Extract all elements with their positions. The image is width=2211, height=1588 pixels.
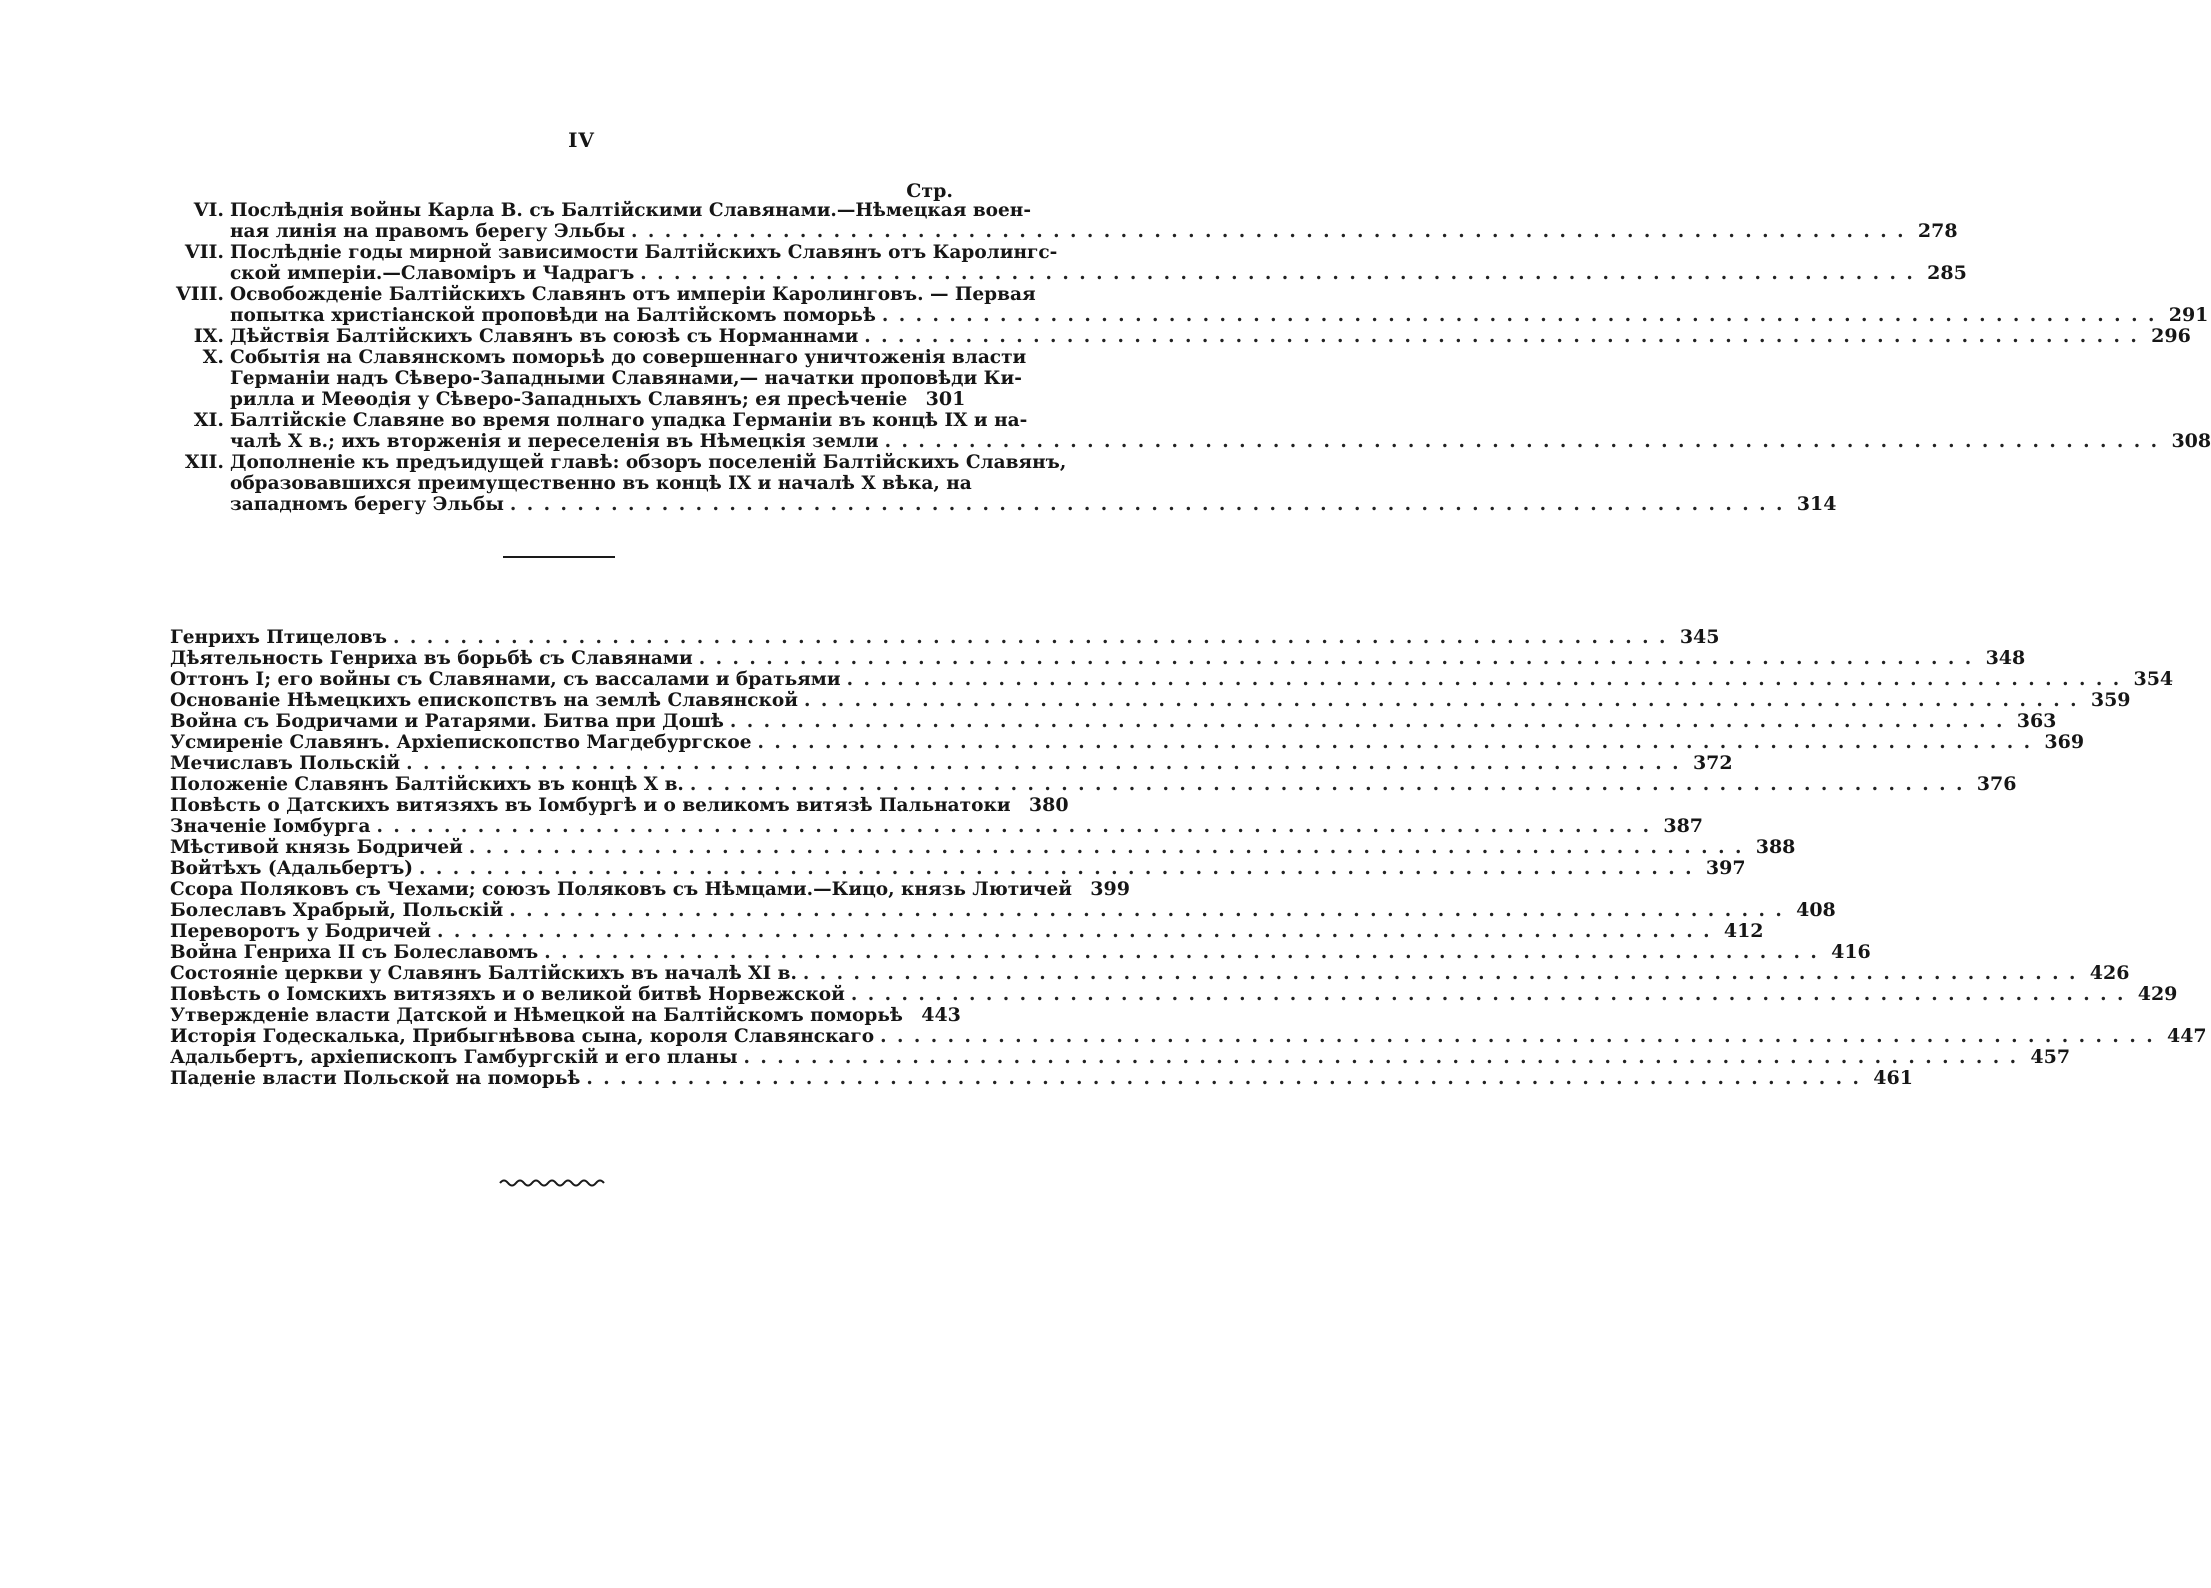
chapter-entry — [160, 451, 1837, 515]
chapter-page-number: 308 — [2171, 430, 2211, 452]
dot-leader — [699, 648, 1974, 669]
chapter-number: XI. — [193, 409, 224, 431]
chapter-page-number: 301 — [925, 388, 966, 410]
chapter-page-number: 278 — [1917, 220, 1958, 242]
dot-leader — [544, 942, 1819, 963]
dot-leader — [631, 221, 1906, 242]
section-entry — [170, 1025, 2207, 1047]
chapter-page-number: 285 — [1927, 262, 1967, 284]
section-entry — [170, 1067, 1913, 1089]
dot-leader — [885, 431, 2160, 452]
section-entry — [170, 899, 1836, 921]
section-page-number: 369 — [2044, 731, 2085, 753]
chapter-page-number: 314 — [1796, 493, 1837, 515]
chapter-number: VIII. — [175, 283, 224, 305]
page-column-header: Стр. — [906, 180, 953, 202]
dot-leader — [437, 921, 1712, 942]
chapter-number: VI. — [193, 199, 224, 221]
section-entry — [170, 668, 2174, 690]
dot-leader — [864, 326, 2139, 347]
chapter-number: XII. — [184, 451, 224, 473]
chapter-title-text: Дѣйствія Балтійскихъ Славянъ въ союзѣ съ Норманнами — [230, 326, 859, 347]
section-title: Адальбертъ, архіепископъ Гамбургскій и его планы — [170, 1047, 738, 1068]
chapter-title-text: чалѣ X в.; ихъ вторженія и переселенія въ Нѣмецкія земли — [230, 431, 879, 452]
chapter-title-text: образовавшихся преимущественно въ концѣ IX и началѣ X вѣка, на — [230, 473, 972, 494]
chapter-title-text: ная линія на правомъ берегу Эльбы — [230, 221, 626, 242]
chapter-title-line — [230, 493, 1837, 515]
dot-leader — [758, 732, 2033, 753]
chapter-title-text: Германіи надъ Сѣверо-Западными Славянами,— начатки проповѣди Ки- — [230, 368, 1022, 389]
section-title: Переворотъ у Бодричей — [170, 921, 431, 942]
section-entry — [170, 941, 1871, 963]
section-entry — [170, 815, 1704, 837]
section-page-number: 380 — [1028, 794, 1069, 816]
section-title: Повѣсть о Іомскихъ витязяхъ и о великой битвѣ Норвежской — [170, 984, 845, 1005]
chapter-title-text: западномъ берегу Эльбы — [230, 494, 504, 515]
section-page-number: 457 — [2030, 1046, 2071, 1068]
section-page-number: 443 — [921, 1004, 961, 1026]
section-divider — [503, 556, 615, 558]
dot-leader — [640, 263, 1915, 284]
section-entry — [170, 1046, 2071, 1068]
dot-leader — [851, 984, 2126, 1005]
section-page-number: 426 — [2089, 962, 2130, 984]
dot-leader — [509, 900, 1784, 921]
section-title: Усмиреніе Славянъ. Архіепископство Магдебургское — [170, 732, 752, 753]
chapter-page-number: 291 — [2168, 304, 2209, 326]
section-title: Оттонъ I; его войны съ Славянами, съ вассалами и братьями — [170, 669, 841, 690]
chapter-entry — [160, 241, 1967, 284]
section-page-number: 348 — [1985, 647, 2026, 669]
section-page-number: 412 — [1723, 920, 1764, 942]
chapter-title-text: Освобожденіе Балтійскихъ Славянъ отъ имперіи Каролинговъ. — Первая — [230, 284, 1036, 305]
chapter-number: IX. — [193, 325, 224, 347]
chapter-title-text: Послѣднія войны Карла В. съ Балтійскими Славянами.—Нѣмецкая воен- — [230, 200, 1032, 221]
section-page-number: 345 — [1679, 626, 1720, 648]
section-page-number: 416 — [1831, 941, 1871, 963]
dot-leader — [804, 690, 2079, 711]
chapter-title-line — [230, 325, 2191, 347]
section-title: Генрихъ Птицеловъ — [170, 627, 387, 648]
wavy-ornament — [498, 1176, 606, 1190]
chapter-entry — [160, 199, 1958, 242]
dot-leader — [880, 1026, 2155, 1047]
section-title: Война Генриха II съ Болеславомъ — [170, 942, 539, 963]
section-entry — [170, 731, 2085, 753]
dot-leader — [690, 774, 1965, 795]
section-entry — [170, 836, 1796, 858]
sections-list — [170, 626, 2207, 1089]
dot-leader — [730, 711, 2005, 732]
chapter-title-text: Послѣдніе годы мирной зависимости Балтійскихъ Славянъ отъ Каролингс- — [230, 242, 1058, 263]
section-title: Ссора Поляковъ съ Чехами; союзъ Поляковъ съ Нѣмцами.—Кицо, князь Лютичей — [170, 879, 1072, 900]
chapter-title-line — [230, 473, 972, 494]
section-title: Дѣятельность Генриха въ борьбѣ съ Славянами — [170, 648, 693, 669]
dot-leader — [847, 669, 2122, 690]
chapters-list — [160, 199, 2211, 515]
section-title: Основаніе Нѣмецкихъ епископствъ на землѣ Славянской — [170, 690, 798, 711]
chapter-title-text: попытка христіанской проповѣди на Балтійскомъ поморьѣ — [230, 305, 876, 326]
section-title: Значеніе Іомбурга — [170, 816, 371, 837]
chapter-entry — [160, 346, 1027, 410]
section-entry — [170, 752, 1733, 774]
chapter-entry — [160, 409, 2211, 452]
section-page-number: 354 — [2133, 668, 2174, 690]
section-title: Повѣсть о Датскихъ витязяхъ въ Іомбургѣ и о великомъ витязѣ Пальнатоки — [170, 795, 1011, 816]
section-entry — [170, 857, 1746, 879]
section-page-number: 447 — [2166, 1025, 2207, 1047]
section-entry — [170, 962, 2130, 984]
chapter-title-text: ской имперіи.—Славоміръ и Чадрагъ — [230, 263, 635, 284]
section-entry — [170, 920, 1764, 942]
section-page-number: 461 — [1873, 1067, 1913, 1089]
section-entry — [170, 626, 1720, 648]
section-title: Болеславъ Храбрый, Польскій — [170, 900, 504, 921]
section-title: Войтѣхъ (Адальбертъ) — [170, 858, 414, 879]
dot-leader — [406, 753, 1681, 774]
section-title: Исторія Годескалька, Прибыгнѣвова сына, короля Славянскаго — [170, 1026, 875, 1047]
section-page-number: 397 — [1705, 857, 1746, 879]
chapter-title-text: Событія на Славянскомъ поморьѣ до совершеннаго уничтоженія власти — [230, 347, 1027, 368]
page-number: IV — [568, 128, 595, 152]
chapter-title-text: Дополненіе къ предъидущей главѣ: обзоръ поселеній Балтійскихъ Славянъ, — [230, 452, 1067, 473]
section-title: Положеніе Славянъ Балтійскихъ въ концѣ X в. — [170, 774, 684, 795]
chapter-title-line — [230, 430, 2211, 452]
dot-leader — [744, 1047, 2019, 1068]
chapter-title-line — [230, 284, 1036, 305]
section-entry — [170, 983, 2178, 1005]
chapter-title-line — [230, 262, 1967, 284]
chapter-page-number: 296 — [2151, 325, 2191, 347]
section-title: Состояніе церкви у Славянъ Балтійскихъ въ началѣ XI в. — [170, 963, 797, 984]
chapter-number: VII. — [184, 241, 224, 263]
chapter-title-text: рилла и Меѳодія у Сѣверо-Западныхъ Славянъ; ея пресѣченіе — [230, 389, 908, 410]
chapter-title-line — [230, 368, 1022, 389]
dot-leader — [419, 858, 1694, 879]
section-entry — [170, 1004, 961, 1026]
chapter-title-line — [230, 410, 1028, 431]
section-entry — [170, 689, 2131, 711]
chapter-number: X. — [202, 346, 224, 368]
section-page-number: 376 — [1976, 773, 2017, 795]
section-page-number: 399 — [1090, 878, 1130, 900]
chapter-title-line — [230, 452, 1067, 473]
chapter-title-line — [230, 200, 1032, 221]
section-title: Мечиславъ Польскій — [170, 753, 401, 774]
section-page-number: 408 — [1796, 899, 1836, 921]
section-page-number: 359 — [2090, 689, 2131, 711]
chapter-title-line — [230, 347, 1027, 368]
section-page-number: 363 — [2016, 710, 2057, 732]
chapter-title-line — [230, 242, 1058, 263]
section-page-number: 372 — [1692, 752, 1733, 774]
chapter-entry — [160, 283, 2209, 326]
section-page-number: 387 — [1663, 815, 1704, 837]
dot-leader — [393, 627, 1668, 648]
chapter-title-text: Балтійскіе Славяне во время полнаго упадка Германіи въ концѣ IX и на- — [230, 410, 1028, 431]
section-page-number: 429 — [2137, 983, 2178, 1005]
section-title: Утвержденіе власти Датской и Нѣмецкой на Балтійскомъ поморьѣ — [170, 1005, 903, 1026]
chapter-title-line — [230, 304, 2209, 326]
section-entry — [170, 647, 2026, 669]
dot-leader — [510, 494, 1785, 515]
section-entry — [170, 710, 2057, 732]
section-title: Мѣстивой князь Бодричей — [170, 837, 463, 858]
section-entry — [170, 878, 1130, 900]
dot-leader — [376, 816, 1651, 837]
dot-leader — [882, 305, 2157, 326]
section-page-number: 388 — [1755, 836, 1796, 858]
dot-leader — [469, 837, 1744, 858]
chapter-title-line — [230, 220, 1958, 242]
dot-leader — [803, 963, 2078, 984]
section-entry — [170, 773, 2017, 795]
section-title: Война съ Бодричами и Ратарями. Битва при Дошѣ — [170, 711, 724, 732]
section-entry — [170, 794, 1069, 816]
section-title: Паденіе власти Польской на поморьѣ — [170, 1068, 581, 1089]
chapter-title-line — [230, 388, 966, 410]
chapter-entry — [160, 325, 2191, 347]
dot-leader — [586, 1068, 1861, 1089]
